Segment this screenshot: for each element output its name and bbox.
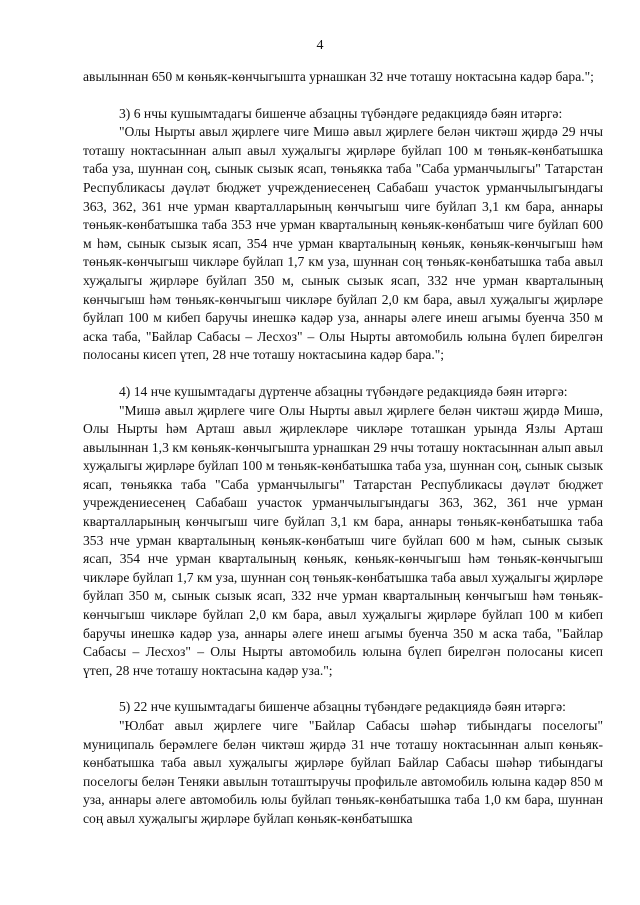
paragraph-continuation: авылыннан 650 м көньяк-көнчыгышта урнашкан 32 нче тоташу ноктасына кадәр бара.";	[83, 69, 594, 84]
paragraph-item-5-heading: 5) 22 нче кушымтадагы бишенче абзацны түбәндәге редакциядә бәян итәргә:	[119, 699, 566, 715]
document-body	[83, 68, 603, 829]
paragraph-item-4-text: "Мишә авыл җирлеге чиге Олы Нырты авыл җирлеге белән чиктәш җирдә Мишә, Олы Нырты һәм Арташ авыл җирлекләре чикләре тоташкан урында Язлы Арташ авылыннан 1,3 км көньяк-көнчыгышта урнашкан 29 нчы тоташу ноктасыннан алып авыл хуҗалыгы җирләре буйлап 100 м төньяк-көнбатышка таба уза, шуннан соң, сынык сызык ясап, төньякка таба "Саба урманчылыгы" Татарстан Республикасы дәүләт бюджет учреждениесенең Сабабаш участок урманчылыгындагы 363, 362, 361 нче урман кварталларының көнчыгыш чиге буйлап 3,1 км бара, аннары төньяк-көнбатышка таба 353 нче урман кварталының көньяк-көнбатыш чиге буйлап 600 м һәм, сынык сызык ясап, 354 нче урман кварталының көньяк, көньяк-көнчыгыш һәм төньяк-көнчыгыш чикләре буйлап 1,7 км уза, шуннан соң төньяк-көнбатышка таба авыл хуҗалыгы җирләре буйлап 350 м, сынык сызык ясап, 332 нче урман кварталының көнчыгыш һәм төньяк-көнчыгыш чикләре буйлап 2,0 км бара, авыл хуҗалыгы җирләре буйлап 100 м кибеп баручы инешкә кадәр уза, аннары әлеге инеш агымы буенча 350 м аска таба, "Байлар Сабасы – Лесхоз" – Олы Нырты автомобиль юлына бүлеп бирелгән полосаны кисеп үтеп, 28 нче тоташу ноктасына кадәр уза.";	[83, 402, 603, 678]
page-number: 4	[316, 38, 324, 53]
paragraph-item-5-text: "Юлбат авыл җирлеге чиге "Байлар Сабасы шәһәр тибындагы поселогы" муниципаль берәмлеге белән чиктәш җирдә 31 нче тоташу ноктасыннан алып көньяк-көнбатышка таба авыл хуҗалыгы җирләре буйлап Байлар Сабасы шәһәр тибындагы поселогы белән Теняки авылын тоташтыручы профильле автомобиль юлына кадәр 850 м уза, аннары әлеге автомобиль юлы буйлап төньяк-көнбатышка таба 1,0 км бара, шуннан соң авыл хуҗалыгы җирләре буйлап көньяк-көнбатышка	[83, 718, 603, 826]
paragraph-item-3-text: "Олы Нырты авыл җирлеге чиге Мишә авыл җирлеге белән чиктәш җирдә 29 нчы тоташу ноктасыннан алып авыл хуҗалыгы җирләре буйлап 100 м төньяк-көнбатышка таба уза, шуннан соң, сынык сызык ясап, төньякка таба "Саба урманчылыгы" Татарстан Республикасы дәүләт бюджет учреждениесенең Сабабаш участок урманчылыгындагы 363, 362, 361 нче урман кварталларының көнчыгыш чиге буйлап 3,1 км бара, аннары төньяк-көнбатышка таба 353 нче урман кварталының көньяк-көнбатыш чиге буйлап 600 м һәм, сынык сызык ясап, 354 нче урман кварталының көньяк, көньяк-көнчыгыш һәм төньяк-көнчыгыш чикләре буйлап 1,7 км уза, шуннан соң төньяк-көнбатышка таба авыл хуҗалыгы җирләре буйлап 350 м, сынык сызык ясап, 332 нче урман кварталының көнчыгыш һәм төньяк-көнчыгыш чикләре буйлап 2,0 км бара, авыл хуҗалыгы җирләре буйлап 100 м кибеп баручы инешкә кадәр уза, аннары әлеге инеш агымы буенча 350 м аска таба, "Байлар Сабасы – Лесхоз" – Олы Нырты автомобиль юлына бүлеп бирелгән полосаны кисеп үтеп, 28 нче тоташу ноктасыина кадәр бара.";	[83, 124, 603, 363]
paragraph-item-4-heading: 4) 14 нче кушымтадагы дүртенче абзацны түбәндәге редакциядә бәян итәргә:	[119, 383, 568, 399]
paragraph-item-3-heading: 3) 6 нчы кушымтадагы бишенче абзацны түбәндәге редакциядә бәян итәргә:	[119, 105, 563, 121]
